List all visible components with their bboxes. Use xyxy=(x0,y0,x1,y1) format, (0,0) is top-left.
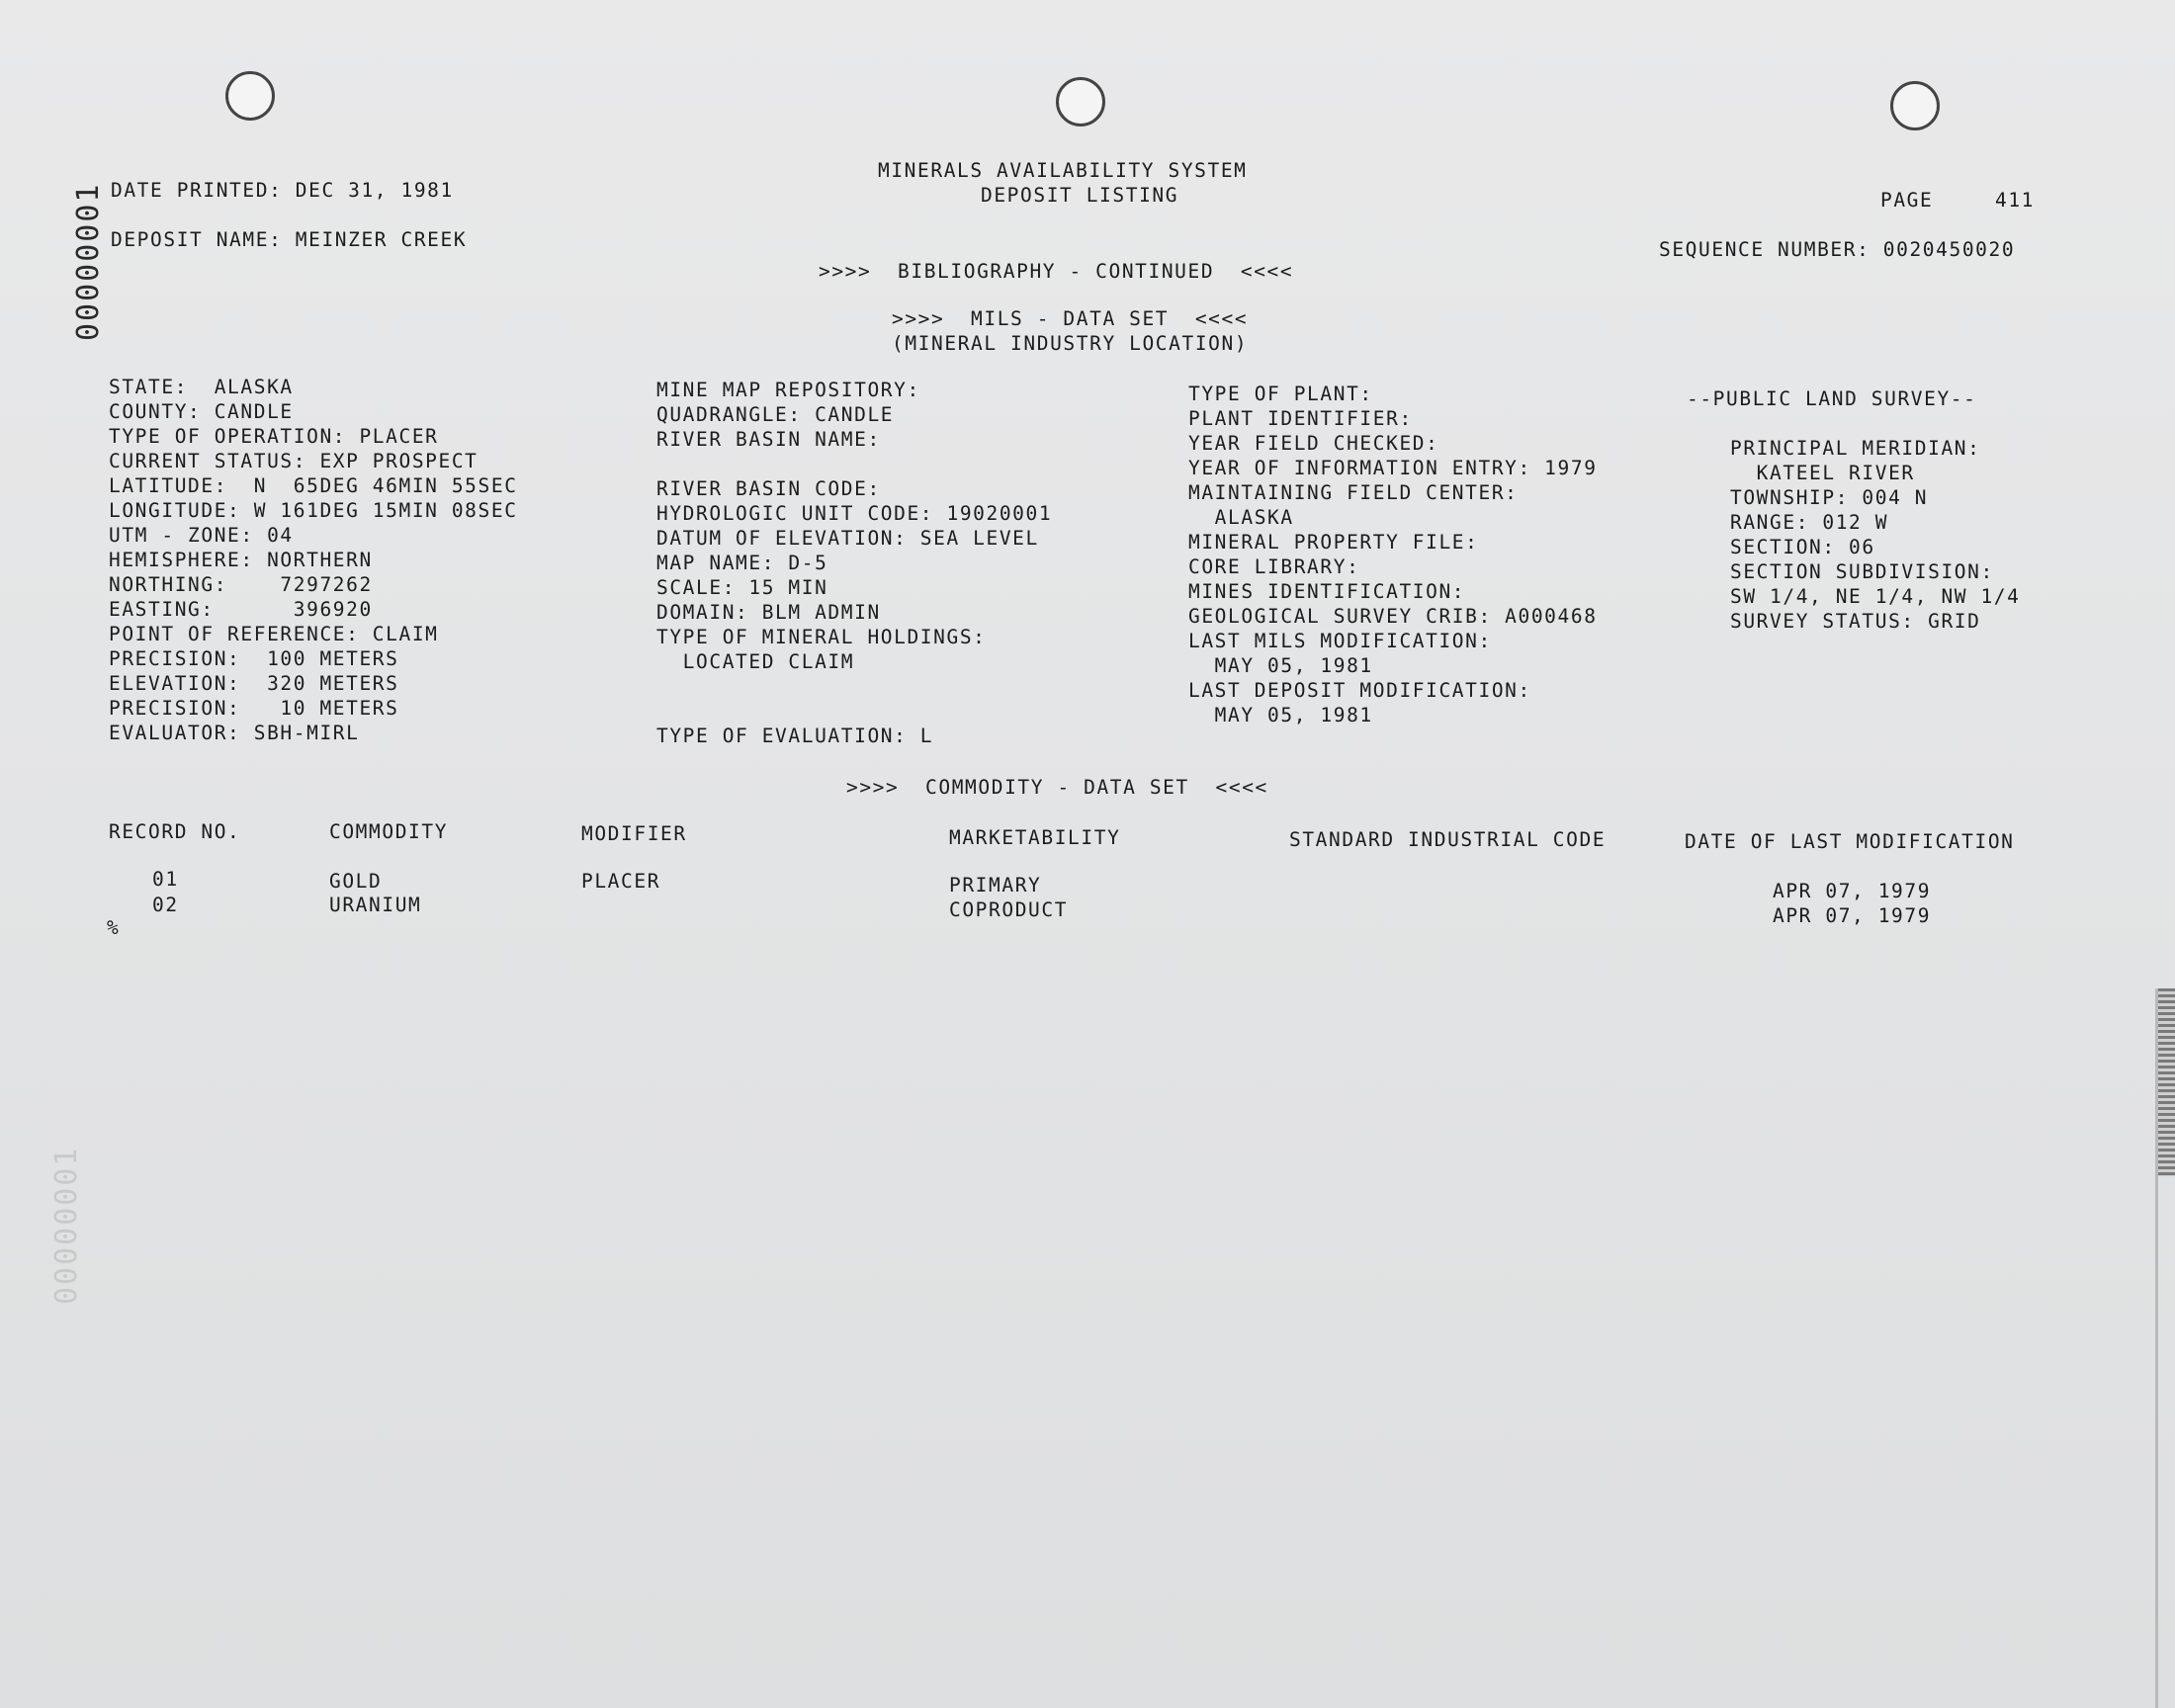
field-evaluation-type: TYPE OF EVALUATION: L xyxy=(656,725,934,747)
binder-hole-center xyxy=(1056,77,1105,127)
field-hydrologic-unit-code: HYDROLOGIC UNIT CODE: 19020001 xyxy=(656,502,1053,525)
field-river-basin-name: RIVER BASIN NAME: xyxy=(656,428,881,451)
field-utm-zone: UTM - ZONE: 04 xyxy=(109,524,294,547)
header-last-modification: DATE OF LAST MODIFICATION xyxy=(1685,830,2015,853)
field-mines-identification: MINES IDENTIFICATION: xyxy=(1188,580,1466,603)
page-number: 411 xyxy=(1995,189,2036,212)
field-field-center-value: ALASKA xyxy=(1188,506,1294,529)
header-modifier: MODIFIER xyxy=(581,822,687,845)
row2-commodity: URANIUM xyxy=(329,894,422,916)
sequence-number: SEQUENCE NUMBER: 0020450020 xyxy=(1659,238,2016,261)
location-column xyxy=(109,375,518,745)
binder-hole-left xyxy=(225,71,275,121)
field-core-library: CORE LIBRARY: xyxy=(1188,555,1360,578)
commodity-heading: >>>> COMMODITY - DATA SET <<<< xyxy=(846,776,1268,799)
row1-commodity: GOLD xyxy=(329,870,383,893)
mils-subheading: (MINERAL INDUSTRY LOCATION) xyxy=(892,332,1249,355)
public-land-survey-heading: --PUBLIC LAND SURVEY-- xyxy=(1687,387,1977,410)
field-river-basin-code: RIVER BASIN CODE: xyxy=(656,477,881,500)
row1-last-modification: APR 07, 1979 xyxy=(1773,880,1932,902)
field-maintaining-field-center: MAINTAINING FIELD CENTER: xyxy=(1188,481,1519,504)
field-current-status: CURRENT STATUS: EXP PROSPECT xyxy=(109,450,478,472)
mils-heading: >>>> MILS - DATA SET <<<< xyxy=(892,307,1249,330)
field-principal-meridian: PRINCIPAL MERIDIAN: xyxy=(1730,437,1981,460)
date-printed: DATE PRINTED: DEC 31, 1981 xyxy=(111,179,454,202)
field-section: SECTION: 06 xyxy=(1730,536,1875,558)
field-point-of-reference: POINT OF REFERENCE: CLAIM xyxy=(109,623,439,645)
field-survey-crib: GEOLOGICAL SURVEY CRIB: A000468 xyxy=(1188,605,1598,628)
land-survey-column xyxy=(1730,436,2020,634)
field-year-information-entry: YEAR OF INFORMATION ENTRY: 1979 xyxy=(1188,457,1598,479)
field-easting: EASTING: 396920 xyxy=(109,598,373,621)
field-township: TOWNSHIP: 004 N xyxy=(1730,486,1929,509)
header-sic: STANDARD INDUSTRIAL CODE xyxy=(1289,828,1607,851)
field-elevation: ELEVATION: 320 METERS xyxy=(109,672,399,695)
side-stamp-bleed: 00000001 xyxy=(49,1146,84,1305)
blank-row xyxy=(656,699,1052,724)
field-plant-identifier: PLANT IDENTIFIER: xyxy=(1188,407,1413,430)
field-mineral-holdings: TYPE OF MINERAL HOLDINGS: xyxy=(656,626,987,648)
bibliography-heading: >>>> BIBLIOGRAPHY - CONTINUED <<<< xyxy=(819,260,1294,283)
field-section-subdivision-value: SW 1/4, NE 1/4, NW 1/4 xyxy=(1730,585,2021,608)
field-principal-meridian-value: KATEEL RIVER xyxy=(1730,462,1915,484)
field-map-name: MAP NAME: D-5 xyxy=(656,552,828,574)
deposit-name: DEPOSIT NAME: MEINZER CREEK xyxy=(111,228,468,251)
blank-row xyxy=(656,452,1052,476)
system-title: MINERALS AVAILABILITY SYSTEM xyxy=(878,159,1248,182)
field-elevation-precision: PRECISION: 10 METERS xyxy=(109,697,399,720)
field-precision: PRECISION: 100 METERS xyxy=(109,647,399,670)
page-label: PAGE xyxy=(1880,189,1934,212)
field-operation-type: TYPE OF OPERATION: PLACER xyxy=(109,425,439,448)
blank-row xyxy=(656,674,1052,699)
field-latitude: LATITUDE: N 65DEG 46MIN 55SEC xyxy=(109,474,518,497)
header-marketability: MARKETABILITY xyxy=(949,826,1121,849)
map-column xyxy=(656,378,1052,748)
row2-last-modification: APR 07, 1979 xyxy=(1773,904,1932,927)
field-hemisphere: HEMISPHERE: NORTHERN xyxy=(109,549,373,571)
field-county: COUNTY: CANDLE xyxy=(109,400,294,423)
plant-column xyxy=(1188,382,1598,727)
header-record-no: RECORD NO. xyxy=(109,820,241,843)
field-northing: NORTHING: 7297262 xyxy=(109,573,373,596)
field-year-field-checked: YEAR FIELD CHECKED: xyxy=(1188,432,1439,455)
field-longitude: LONGITUDE: W 161DEG 15MIN 08SEC xyxy=(109,499,518,522)
scan-edge-marks xyxy=(2158,988,2175,1176)
field-quadrangle: QUADRANGLE: CANDLE xyxy=(656,403,895,426)
field-mineral-holdings-value: LOCATED CLAIM xyxy=(656,650,855,673)
row1-record: 01 xyxy=(152,868,179,891)
binder-hole-right xyxy=(1890,81,1940,130)
field-evaluator: EVALUATOR: SBH-MIRL xyxy=(109,722,360,744)
row2-record: 02 xyxy=(152,894,179,916)
field-scale: SCALE: 15 MIN xyxy=(656,576,828,599)
field-mine-map-repository: MINE MAP REPOSITORY: xyxy=(656,379,920,401)
field-last-mils-modification: LAST MILS MODIFICATION: xyxy=(1188,630,1492,652)
header-commodity: COMMODITY xyxy=(329,820,449,843)
field-plant-type: TYPE OF PLANT: xyxy=(1188,383,1373,405)
field-state: STATE: ALASKA xyxy=(109,376,294,398)
field-last-mils-modification-date: MAY 05, 1981 xyxy=(1188,654,1373,677)
listing-title: DEPOSIT LISTING xyxy=(981,184,1179,207)
row2-marketability: COPRODUCT xyxy=(949,898,1069,921)
field-last-deposit-modification-date: MAY 05, 1981 xyxy=(1188,704,1373,726)
field-datum-of-elevation: DATUM OF ELEVATION: SEA LEVEL xyxy=(656,527,1039,550)
field-range: RANGE: 012 W xyxy=(1730,511,1889,534)
row1-modifier: PLACER xyxy=(581,870,661,893)
field-last-deposit-modification: LAST DEPOSIT MODIFICATION: xyxy=(1188,679,1531,702)
row1-marketability: PRIMARY xyxy=(949,874,1042,897)
side-stamp: 00000001 xyxy=(71,182,106,341)
end-mark: % xyxy=(107,916,121,939)
field-section-subdivision: SECTION SUBDIVISION: xyxy=(1730,560,1994,583)
field-domain: DOMAIN: BLM ADMIN xyxy=(656,601,881,624)
field-mineral-property-file: MINERAL PROPERTY FILE: xyxy=(1188,531,1479,554)
field-survey-status: SURVEY STATUS: GRID xyxy=(1730,610,1981,633)
